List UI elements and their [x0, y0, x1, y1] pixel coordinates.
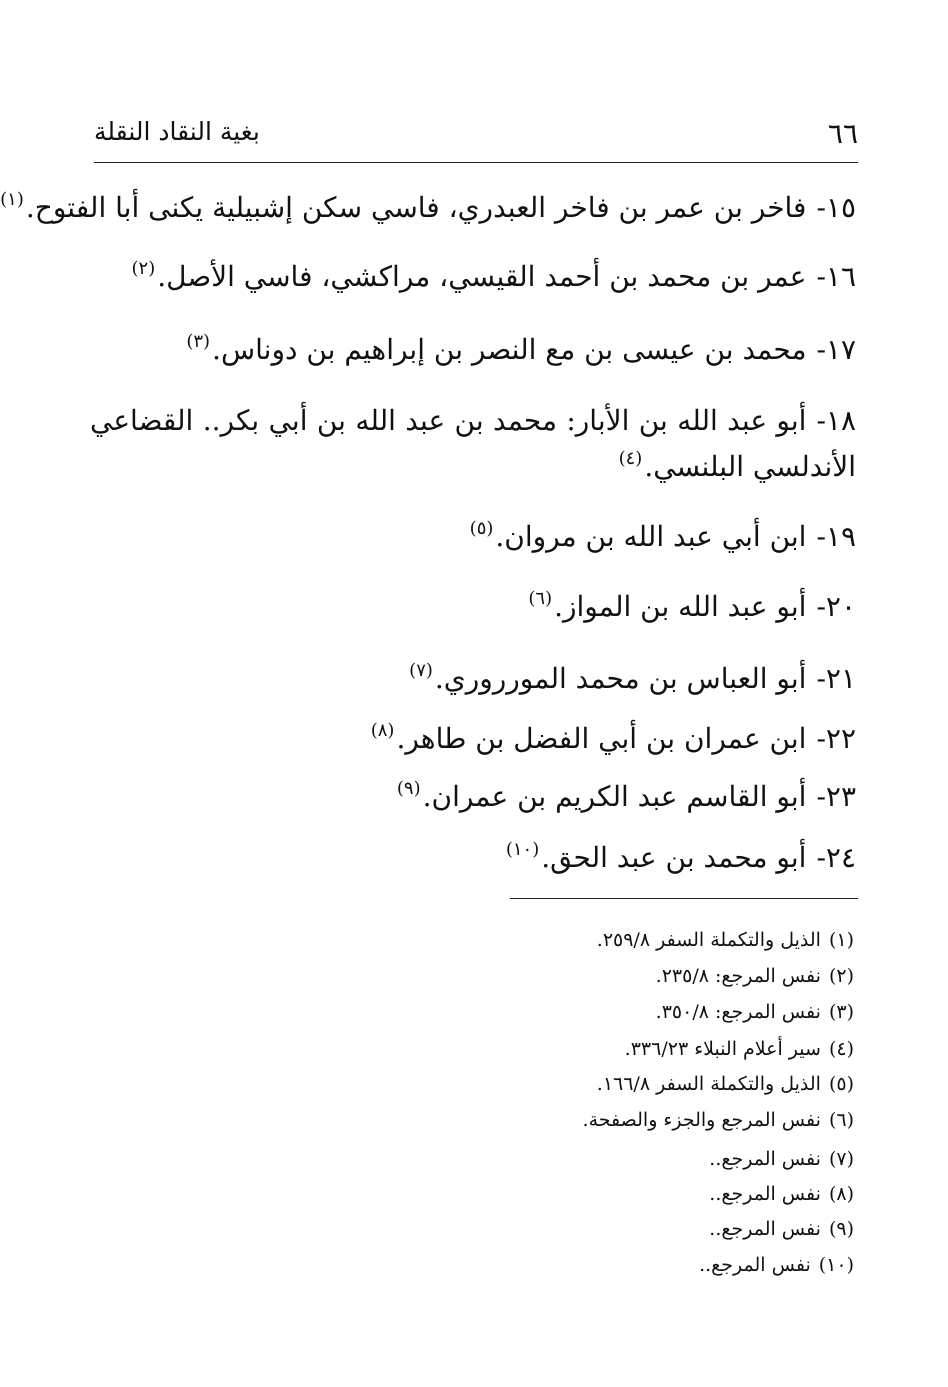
entry-number: ٢٣- — [816, 780, 856, 813]
page-number: ٦٦ — [827, 117, 858, 150]
footnote-7 — [709, 1145, 854, 1173]
entry-number: ١٦- — [816, 260, 856, 293]
footnote-5 — [597, 1070, 854, 1098]
footnote-mark: (٣) — [828, 1001, 854, 1023]
footnote-reference: (٦) — [528, 588, 553, 609]
entry-18 — [90, 398, 856, 490]
footnote-text: الذيل والتكملة السفر ٢٥٩/٨. — [596, 929, 821, 951]
footnote-reference: (٣) — [186, 331, 211, 352]
entry-17 — [186, 331, 856, 369]
footnote-text: الذيل والتكملة السفر ١٦٦/٨. — [596, 1073, 821, 1095]
footnote-mark: (٢) — [828, 965, 854, 987]
footnote-6 — [583, 1106, 854, 1134]
footnote-reference: (١) — [0, 189, 24, 210]
footnote-3 — [656, 998, 854, 1026]
footnote-reference: (١٠) — [505, 839, 540, 860]
entry-number: ١٧- — [816, 333, 856, 366]
entry-number: ٢٢- — [816, 722, 856, 755]
footnote-4 — [625, 1035, 854, 1063]
footnote-reference: (٢) — [131, 258, 156, 279]
entry-number: ١٩- — [816, 520, 856, 553]
footnote-text: نفس المرجع.. — [709, 1183, 821, 1205]
entry-text: عمر بن محمد بن أحمد القيسي، مراكشي، فاسي الأصل. — [157, 260, 807, 293]
entry-number: ٢١- — [816, 662, 856, 695]
footnote-mark: (١٠) — [818, 1254, 854, 1276]
entry-20 — [528, 588, 856, 626]
footnote-reference: (٤) — [618, 448, 643, 469]
footnote-mark: (٧) — [828, 1148, 854, 1170]
entry-text: أبو محمد بن عبد الحق. — [541, 841, 807, 874]
footnote-mark: (٨) — [828, 1183, 854, 1205]
entry-23 — [397, 778, 856, 816]
entry-text: فاخر بن عمر بن فاخر العبدري، فاسي سكن إشبيلية يكنى أبا الفتوح. — [25, 191, 807, 224]
entry-24 — [506, 839, 856, 877]
footnote-text: نفس المرجع.. — [709, 1148, 821, 1170]
footnote-2 — [656, 962, 854, 990]
entry-text: ابن عمران بن أبي الفضل بن طاهر. — [396, 722, 807, 755]
entry-text: ابن أبي عبد الله بن مروان. — [495, 520, 807, 553]
footnote-reference: (٧) — [409, 660, 433, 681]
footnote-8 — [709, 1180, 854, 1208]
entry-text: أبو عبد الله بن المواز. — [554, 590, 807, 623]
entry-text: محمد بن عيسى بن مع النصر بن إبراهيم بن دوناس. — [212, 333, 807, 366]
entry-15 — [0, 189, 856, 227]
entry-number: ١٥- — [816, 191, 856, 224]
entry-number: ٢٠- — [816, 590, 856, 623]
footnote-mark: (١) — [828, 929, 854, 951]
footnote-reference: (٩) — [396, 778, 421, 799]
footnote-text: نفس المرجع: ٣٥٠/٨. — [655, 1001, 821, 1023]
entry-text: أبو عبد الله بن الأبار: محمد بن عبد الله بن أبي بكر.. القضاعي الأندلسي البلنسي. — [90, 404, 856, 483]
footnote-text: نفس المرجع.. — [699, 1254, 811, 1276]
footnote-text: سير أعلام النبلاء ٣٣٦/٢٣. — [624, 1038, 821, 1060]
entry-text: أبو القاسم عبد الكريم بن عمران. — [422, 780, 807, 813]
footnote-9 — [709, 1215, 854, 1243]
entry-21 — [409, 660, 856, 698]
footnote-mark: (٥) — [828, 1073, 854, 1095]
footnote-1 — [597, 926, 854, 954]
footnote-mark: (٩) — [828, 1218, 854, 1240]
footnote-mark: (٤) — [828, 1038, 854, 1060]
entry-number: ٢٤- — [816, 841, 856, 874]
footnote-text: نفس المرجع.. — [709, 1218, 821, 1240]
footnote-mark: (٦) — [828, 1109, 854, 1131]
footnote-reference: (٥) — [469, 518, 494, 539]
entry-22 — [371, 720, 856, 758]
entry-16 — [131, 258, 856, 296]
footnote-text: نفس المرجع: ٢٣٥/٨. — [655, 965, 821, 987]
entry-19 — [470, 518, 856, 556]
footnote-divider — [510, 898, 858, 899]
footnote-reference: (٨) — [370, 720, 395, 741]
entry-number: ١٨- — [816, 404, 856, 437]
entry-text: أبو العباس بن محمد المورروري. — [434, 662, 807, 695]
footnote-text: نفس المرجع والجزء والصفحة. — [582, 1109, 821, 1131]
footnote-10 — [699, 1251, 854, 1279]
running-title: بغية النقاد النقلة — [94, 117, 260, 146]
